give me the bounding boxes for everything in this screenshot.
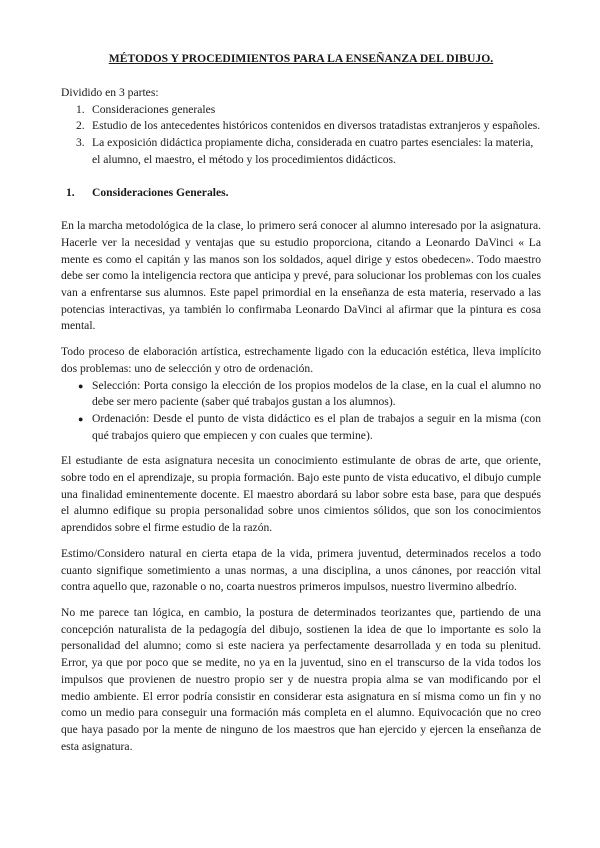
- list-item-text: Consideraciones generales: [92, 102, 216, 116]
- paragraph: El estudiante de esta asignatura necesita un conocimiento estimulante de obras de arte, que oriente, sobre todo en el aprendizaje, su propia formación. Bajo este punto de vista educativo, el dibujo cumple una finalidad eminentemente docente. El maestro abordará su labor sobre esta base, para que después el alumno edifique su propia personalidad sobre unos cimientos sólidos, que son los conocimientos aprendidos sobre el firme estudio de la razón.: [61, 454, 541, 535]
- intro-text: Dividido en 3 partes:: [61, 86, 159, 99]
- list-number: 1.: [76, 102, 85, 116]
- bullet-icon: ●: [78, 413, 84, 424]
- parts-list: [61, 102, 541, 169]
- bullet-text: Ordenación: Desde el punto de vista didáctico es el plan de trabajos a seguir en la misma (con qué trabajos quiero que empiecen y con cuales que termine).: [92, 411, 541, 442]
- bullet-item: [61, 411, 541, 444]
- document-title: MÉTODOS Y PROCEDIMIENTOS PARA LA ENSEÑANZA DEL DIBUJO.: [108, 52, 494, 65]
- document-page: [61, 52, 541, 755]
- parts-list-item: [61, 118, 541, 135]
- section-heading-text: Consideraciones Generales.: [92, 185, 229, 199]
- bullet-item: [61, 378, 541, 411]
- parts-list-item: [61, 102, 541, 119]
- bullet-text: Selección: Porta consigo la elección de los propios modelos de la clase, en la cual el alumno no debe ser mero paciente (saber qué trabajos gustan a los alumnos).: [92, 378, 541, 409]
- bullet-list: [61, 378, 541, 445]
- paragraph: No me parece tan lógica, en cambio, la postura de determinados teorizantes que, partiendo de una concepción naturalista de la pedagogía del dibujo, sostienen la idea de que lo importante es solo la personalidad del alumno; como si este naciera ya perfectamente desarrollada y en toda su plenitud. Error, ya que por poco que se medite, no ya en la juventud, sino en el transcurso de la vida todos los impulsos que provienen de nuestro propio ser y de nuestra propia alma se van modificando por el medio ambiente. El error podría consistir en considerar esta asignatura en sí misma como un fin y no como un medio para conseguir una formación más completa en el alumno. Equivocación que no creo que haya pasado por la mente de ninguno de los maestros que han ejercido y ejercen la enseñanza de esta asignatura.: [61, 605, 541, 753]
- list-item-text: Estudio de los antecedentes históricos contenidos en diversos tratadistas extranjeros y españoles.: [92, 119, 541, 133]
- paragraph: En la marcha metodológica de la clase, lo primero será conocer al alumno interesado por la asignatura. Hacerle ver la necesidad y ventajas que su estudio proporciona, citando a Leonardo DaVinci « La mente es como el capitán y las manos son los soldados, aquel dirige y estos obedecen». Todo maestro debe ser como la inteligencia rectora que anticipa y prevé, para solucionar los problemas con los cuales van a enfrentarse sus alumnos. Este papel primordial en la enseñanza de esta materia, reservado a las potencias interactivas, ya también lo confirmaba Leonardo DaVinci al afirmar que la pintura es cosa mental.: [61, 219, 541, 333]
- paragraph: Estimo/Considero natural en cierta etapa de la vida, primera juventud, determinados recelos a todo cuanto signifique sometimiento a unas normas, a una disciplina, a unos cánones, por reacción vital contra aquello que, razonable o no, coarta nuestros primeros impulsos, nuestro livermino albedrío.: [61, 546, 541, 594]
- bullet-icon: ●: [78, 380, 84, 391]
- paragraph: Todo proceso de elaboración artística, estrechamente ligado con la educación estética, lleva implícito dos problemas: uno de selección y otro de ordenación.: [61, 345, 541, 375]
- list-number: 2.: [76, 119, 85, 133]
- parts-list-item: [61, 135, 541, 168]
- list-number: 3.: [76, 136, 85, 150]
- section-number: 1.: [66, 185, 75, 199]
- section-heading: [61, 185, 541, 202]
- list-item-text: La exposición didáctica propiamente dicha, considerada en cuatro partes esenciales: la materia, el alumno, el maestro, el método y los procedimientos didácticos.: [92, 136, 534, 166]
